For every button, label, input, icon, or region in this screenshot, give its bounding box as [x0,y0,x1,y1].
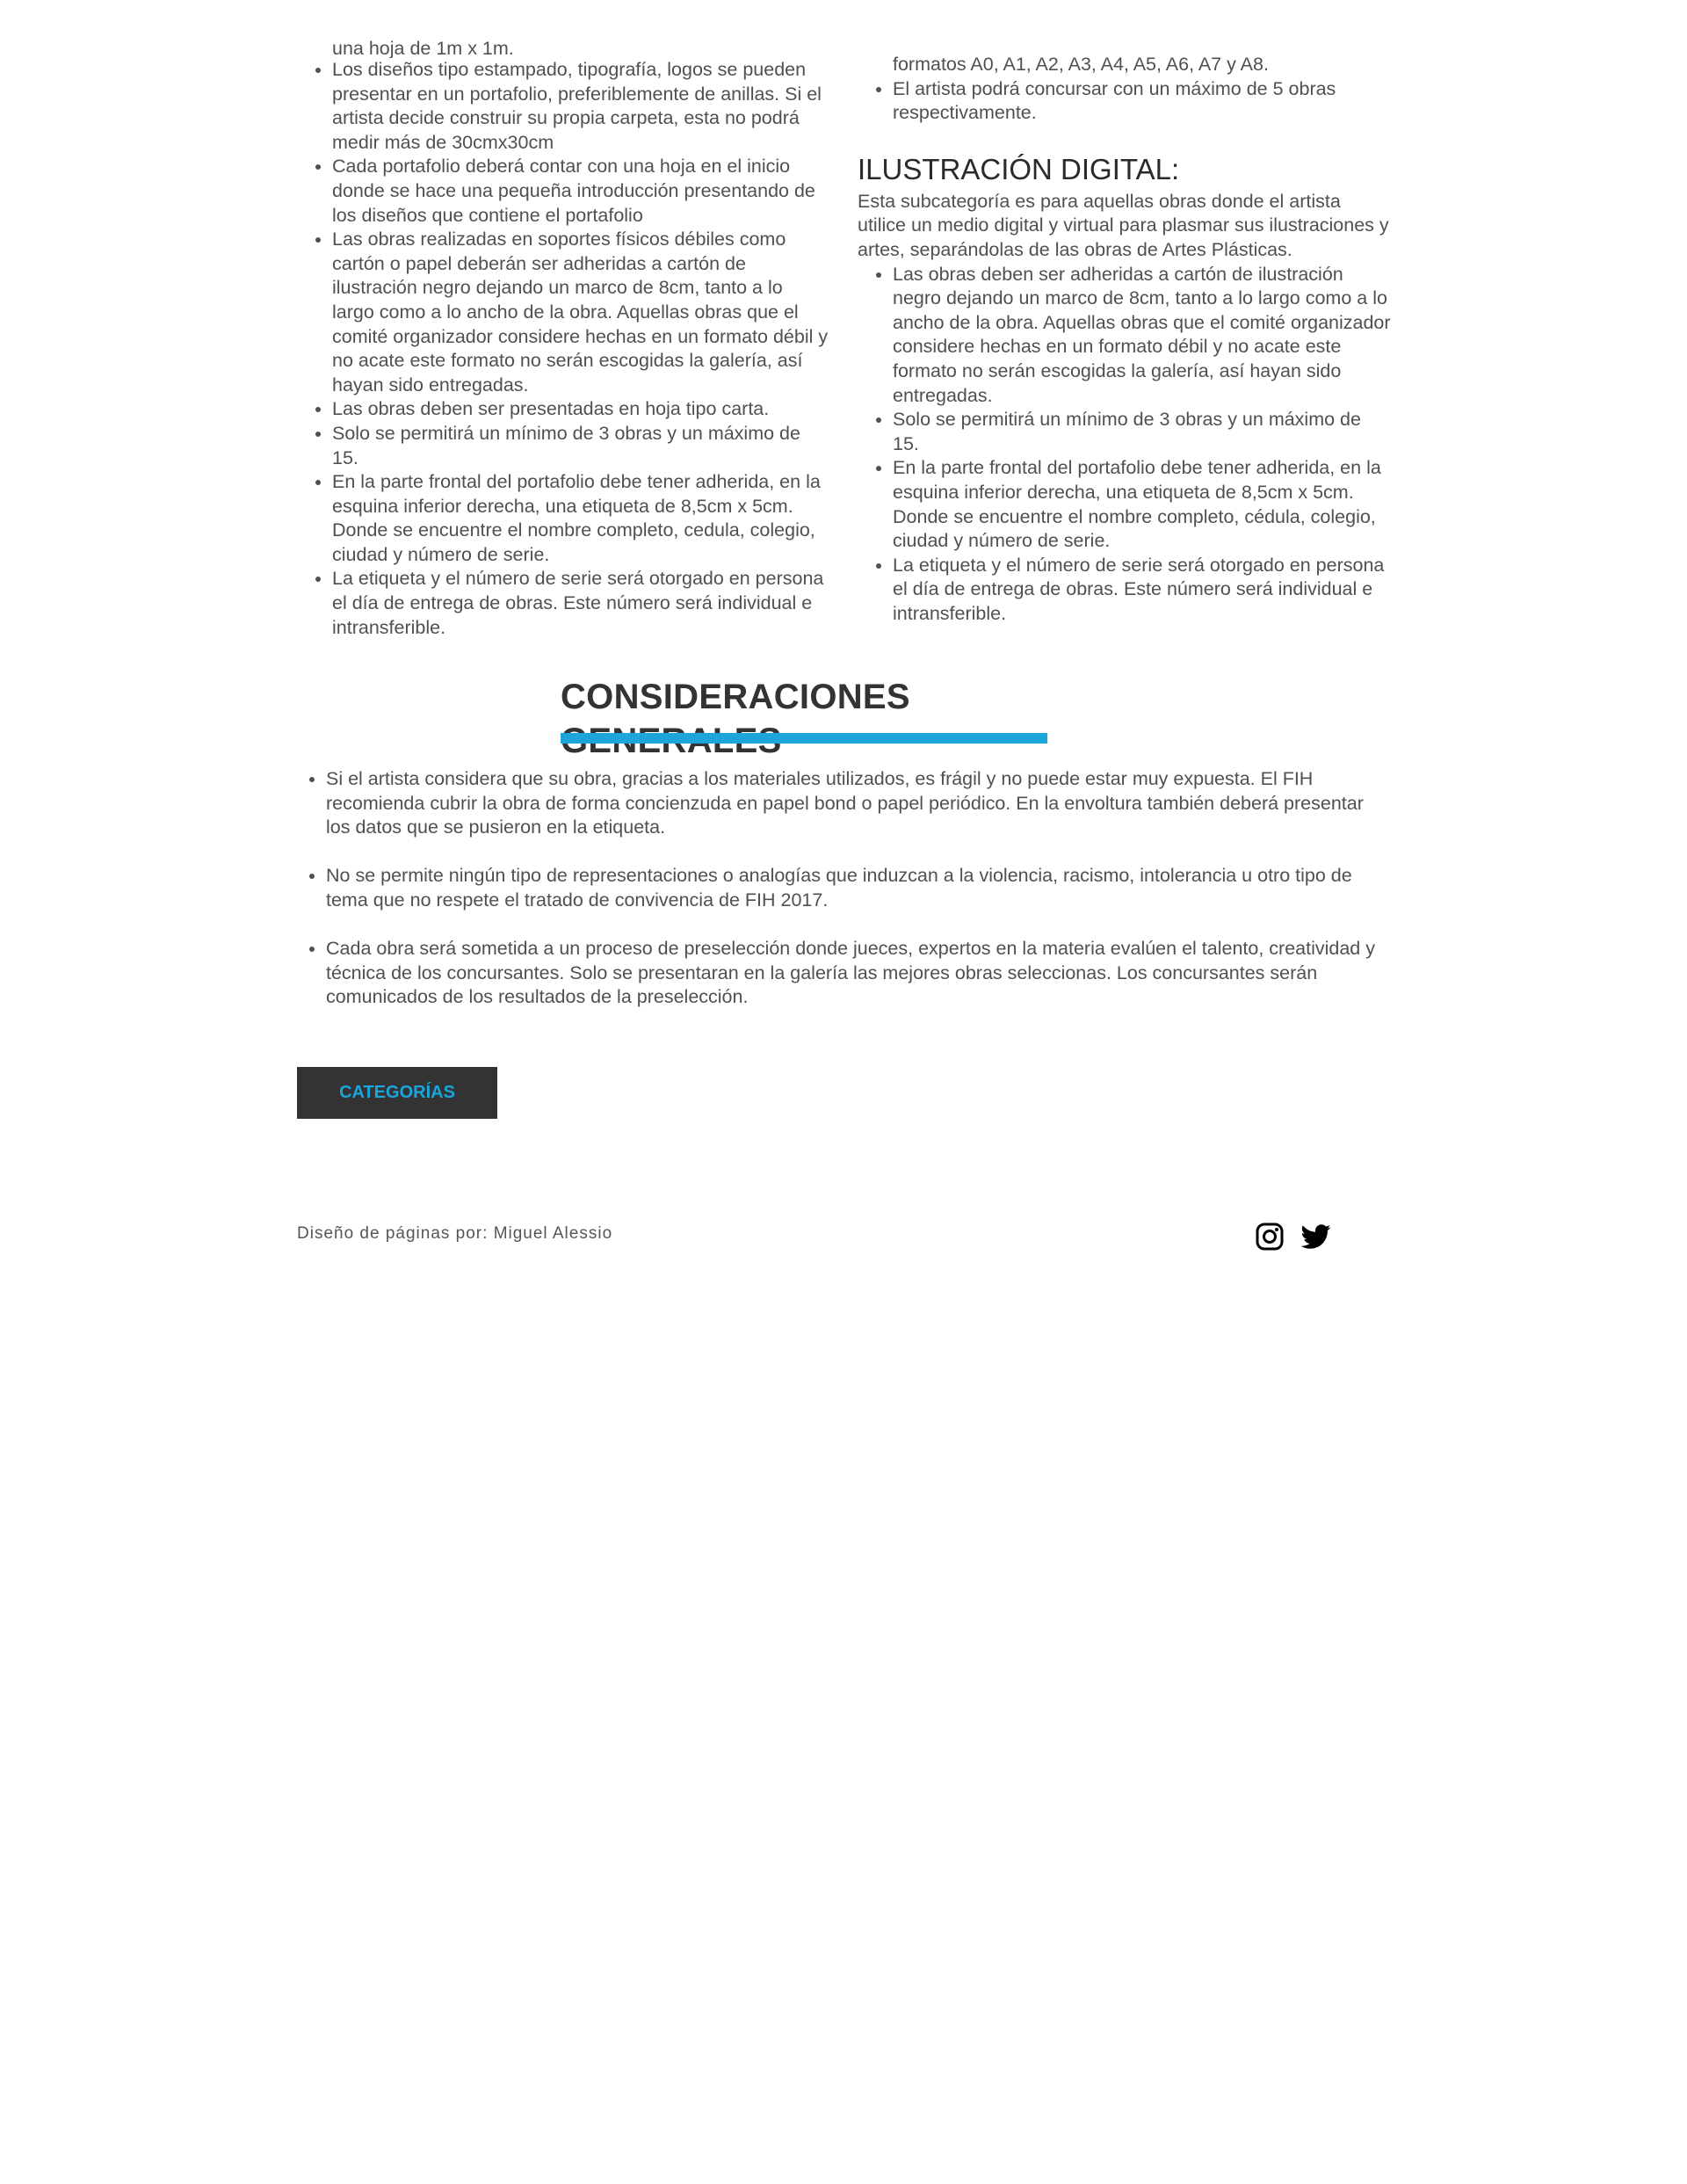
list-item: • No se permite ningún tipo de representaciones o analogías que induzcan a la violencia, racismo, intolerancia u otro tipo de tema que no respete el tratado de convivencia de FIH 2017. [326,864,1392,912]
list-item: • Solo se permitirá un mínimo de 3 obras y un máximo de 15. [893,408,1392,456]
right-column [858,53,1392,626]
list-item-partial: una hoja de 1m x 1m. [332,38,514,58]
list-item: • Cada portafolio deberá contar con una hoja en el inicio donde se hace una pequeña introducción presentando de los diseños que contiene el portafolio [332,155,829,228]
general-considerations-list [290,767,1392,1034]
instagram-icon[interactable] [1255,1222,1285,1252]
list-item: • Si el artista considera que su obra, gracias a los materiales utilizados, es frágil y no puede estar muy expuesta. El FIH recomienda cubrir la obra de forma concienzuda en papel bond o papel periódico. En la envoltura también deberá presentar los datos que se pusieron en la etiqueta. [326,767,1392,840]
list-item: • Las obras deben ser adheridas a cartón de ilustración negro dejando un marco de 8cm, tanto a lo largo como a lo ancho de la obra. Aquellas obras que el comité organizador considere hechas en un formato débil y no acate este formato no serán escogidas la galería, así hayan sido entregadas. [893,263,1392,409]
list-item-partial: formatos A0, A1, A2, A3, A4, A5, A6, A7 y A8. [893,54,1269,75]
list-item: • Los diseños tipo estampado, tipografía, logos se pueden presentar en un portafolio, preferiblemente de anillas. Si el artista decide construir su propia carpeta, esta no podrá medir más de 30cmx30cm [332,58,829,155]
title-underline-bar [561,733,1047,744]
list-item: • En la parte frontal del portafolio debe tener adherida, en la esquina inferior derecha, una etiqueta de 8,5cm x 5cm. Donde se encuentre el nombre completo, cédula, colegio, ciudad y número de serie. [893,456,1392,553]
twitter-icon[interactable] [1301,1222,1331,1252]
list-item: • Solo se permitirá un mínimo de 3 obras y un máximo de 15. [332,422,829,470]
list-item: • La etiqueta y el número de serie será otorgado en persona el día de entrega de obras. Este número será individual e intransferible. [893,554,1392,627]
list-item: • Cada obra será sometida a un proceso de preselección donde jueces, expertos en la materia evalúen el talento, creatividad y técnica de los concursantes. Solo se presentaran en la galería las mejores obras seleccionas. Los concursantes serán comunicados de los resultados de la preselección. [326,937,1392,1010]
list-item: • Las obras realizadas en soportes físicos débiles como cartón o papel deberán ser adheridas a cartón de ilustración negro dejando un marco de 8cm, tanto a lo largo como a lo ancho de la obra. Aquellas obras que el comité organizador considere hechas en un formato débil y no acate este formato no serán escogidas la galería, así hayan sido entregadas. [332,228,829,397]
footer-credit: Diseño de páginas por: Miguel Alessio [297,1224,613,1243]
list-item: • El artista podrá concursar con un máximo de 5 obras respectivamente. [893,77,1392,126]
list-item: • Las obras deben ser presentadas en hoja tipo carta. [332,397,829,422]
list-item: • La etiqueta y el número de serie será otorgado en persona el día de entrega de obras. Este número será individual e intransferible. [332,567,829,640]
general-considerations-title: CONSIDERACIONES [561,678,910,716]
left-column [297,38,829,640]
section-title-ilustracion-digital: ILUSTRACIÓN DIGITAL: [858,152,1180,185]
list-item: • En la parte frontal del portafolio debe tener adherida, en la esquina inferior derecha, una etiqueta de 8,5cm x 5cm. Donde se encuentre el nombre completo, cedula, colegio, ciudad y número de serie. [332,470,829,567]
categorias-button[interactable]: CATEGORÍAS [297,1067,497,1119]
section-intro: Esta subcategoría es para aquellas obras donde el artista utilice un medio digital y virtual para plasmar sus ilustraciones y artes, separándolas de las obras de Artes Plásticas. [858,190,1389,260]
